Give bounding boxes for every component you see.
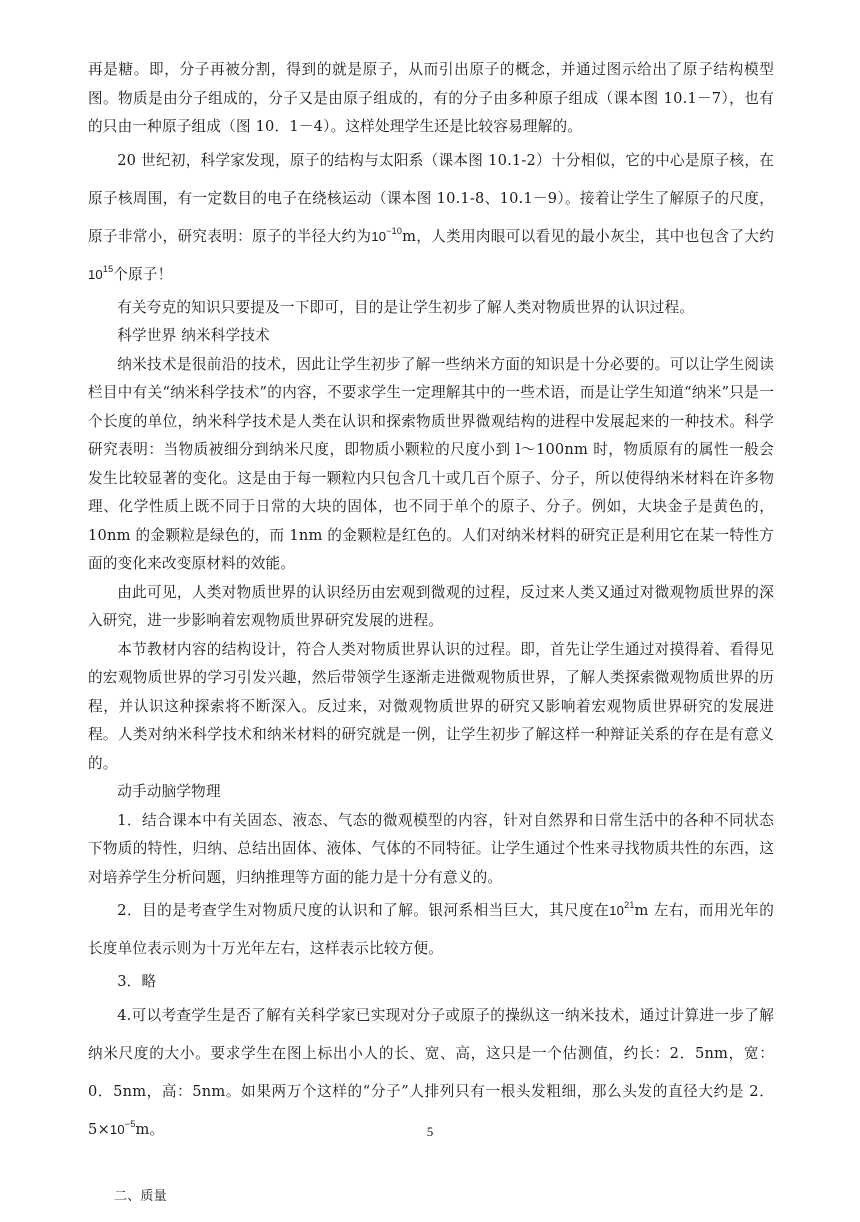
text-segment: m，人类用肉眼可以看见的最小灰尘，其中也包含了大约: [402, 227, 774, 245]
text-segment: m。: [135, 1120, 165, 1138]
power-of-ten: $10^{-10}$: [371, 225, 403, 244]
text-segment: 4.可以考查学生是否了解有关科学家已实现对分子或原子的操纵这一纳米技术，通过计算进一步了解纳米尺度的大小。要求学生在图上标出小人的长、宽、高，这只是一个估测值，约长：2．5nm，宽：0．5nm，高：5nm。如果两万个这样的“分子”人排列只有一根头发粗细，那么头发的直径大约是 2．5×: [88, 1006, 774, 1138]
exercise-3: 3．略: [117, 973, 157, 990]
paragraph-structure-design: 本节教材内容的结构设计，符合人类对物质世界认识的过程。即，首先让学生通过对摸得着、看得见的宏观物质世界的学习引发兴趣，然后带领学生逐渐走进微观物质世界，了解人类探索微观物质世界的历程，并认识这种探索将不断深入。反过来，对微观物质世界的研究又影响着宏观物质世界研究的发展进程。人类对纳米科学技术和纳米材料的研究就是一例，让学生初步了解这样一种辩证关系的存在是有意义的。: [88, 640, 774, 772]
heading-exercises: 动手动脑学物理: [117, 783, 221, 800]
power-of-ten: $10^{21}$: [609, 900, 635, 918]
paragraph-nano-tech: 纳米技术是很前沿的技术，因此让学生初步了解一些纳米方面的知识是十分必要的。可以让学生阅读栏目中有关“纳米科学技术”的内容，不要求学生一定理解其中的一些术语，而是让学生知道“纳米”只是一个长度的单位，纳米科学技术是人类在认识和探索物质世界微观结构的进程中发展起来的一种技术。科学研究表明：当物质被细分到纳米尺度，即物质小颗粒的尺度小到 l～100nm 时，物质原有的属性一般会发生比较显著的变化。这是由于每一颗粒内只包含几十或几百个原子、分子，所以使得纳米材料在许多物理、化学性质上既不同于日常的大块的固体，也不同于单个的原子、分子。例如，大块金子是黄色的，10nm 的金颗粒是绿色的，而 1nm 的金颗粒是红色的。人们对纳米材料的研究正是利用它在某一特性方面的变化来改变原材料的效能。: [88, 355, 774, 572]
exercise-2: [88, 892, 774, 968]
text-segment: 个原子！: [113, 265, 173, 283]
page-number: 5: [426, 1124, 434, 1139]
text-segment: 20 世纪初，科学家发现，原子的结构与太阳系（课本图 10.1-2）十分相似，它的中心是原子核，在原子核周围，有一定数目的电子在绕核运动（课本图 10.1-8、10.1－9）。接着让学生了解原子的尺度，原子非常小，研究表明：原子的半径大约为: [88, 151, 774, 245]
power-of-ten: $10^{-5}$: [109, 1118, 136, 1137]
paragraph-atom-intro: 再是糖。即，分子再被分割，得到的就是原子，从而引出原子的概念，并通过图示给出了原子结构模型图。物质是由分子组成的，分子又是由原子组成的，有的分子由多种原子组成（课本图 10.1－7），也有的只由一种原子组成（图 10．1－4）。这样处理学生还是比较容易理解的。: [88, 61, 774, 135]
paragraph-atom-structure: [88, 142, 774, 294]
section-heading-mass: 二、质量: [114, 1188, 167, 1204]
paragraph-macro-micro: 由此可见，人类对物质世界的认识经历由宏观到微观的过程，反过来人类又通过对微观物质世界的深入研究，进一步影响着宏观物质世界研究发展的进程。: [88, 583, 774, 629]
exercise-1: 1．结合课本中有关固态、液态、气态的微观模型的内容，针对自然界和日常生活中的各种不同状态下物质的特性，归纳、总结出固体、液体、气体的不同特征。让学生通过个性来寻找物质共性的东西，这对培养学生分析问题，归纳推理等方面的能力是十分有意义的。: [88, 811, 774, 886]
document-body: [88, 56, 774, 1211]
text-segment: m 左右，而用光年的长度单位表示则为十万光年左右，这样表示比较方便。: [88, 902, 774, 957]
paragraph-quark: 有关夸克的知识只要提及一下即可，目的是让学生初步了解人类对物质世界的认识过程。: [117, 298, 695, 316]
power-of-ten: $10^{15}$: [88, 263, 114, 282]
text-segment: 2．目的是考查学生对物质尺度的认识和了解。银河系相当巨大，其尺度在: [117, 902, 610, 919]
heading-nano-science: 科学世界 纳米科学技术: [117, 327, 270, 344]
